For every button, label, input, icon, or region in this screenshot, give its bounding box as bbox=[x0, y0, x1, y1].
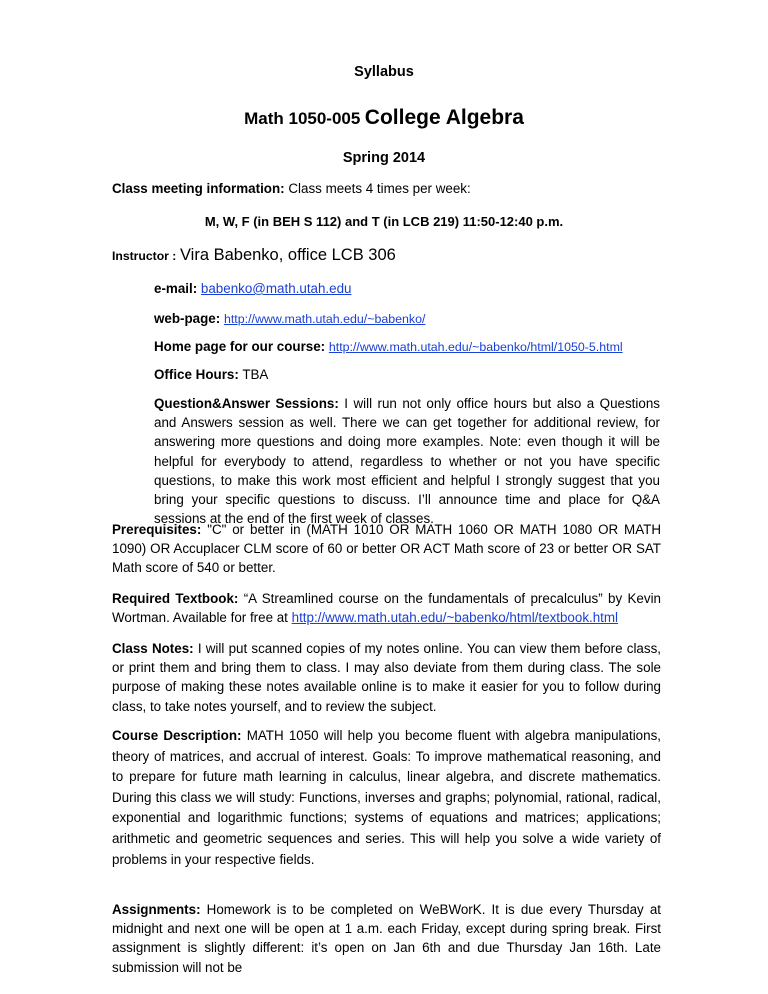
textbook-label: Required Textbook: bbox=[112, 591, 239, 606]
course-description bbox=[112, 726, 661, 870]
course-name: College Algebra bbox=[364, 106, 524, 129]
meeting-info bbox=[112, 181, 471, 196]
textbook-link[interactable]: http://www.math.utah.edu/~babenko/html/textbook.html bbox=[291, 610, 619, 626]
syllabus-heading: Syllabus bbox=[354, 64, 414, 80]
qa-sessions bbox=[154, 394, 660, 528]
course-homepage-label: Home page for our course: bbox=[154, 339, 326, 354]
course-homepage-line bbox=[154, 339, 660, 354]
course-code: Math 1050-005 bbox=[244, 109, 361, 128]
qa-label: Question&Answer Sessions: bbox=[154, 396, 339, 411]
qa-text: I will run not only office hours but also a Questions and Answers session as well. There we can get together for additional review, for answering more questions and doing more examples. Note: even though it will be helpful for everybody to attend, regardless to whether or not you have specific questions, to make this work most efficient and helpful I strongly suggest that you bring your specific questions to discuss. I’ll announce time and place for Q&A sessions at the end of the first week of classes. bbox=[154, 396, 660, 527]
course-homepage-link[interactable]: http://www.math.utah.edu/~babenko/html/1050-5.html bbox=[328, 340, 623, 354]
textbook-text: “A Streamlined course on the fundamentals of precalculus” by Kevin Wortman. Available for free at bbox=[112, 591, 661, 626]
webpage-line bbox=[154, 311, 660, 326]
office-hours-value: TBA bbox=[242, 367, 269, 382]
prereq-label: Prerequisites: bbox=[112, 522, 202, 537]
term: Spring 2014 bbox=[342, 150, 426, 166]
course-title bbox=[0, 106, 768, 130]
prerequisites bbox=[112, 520, 661, 578]
webpage-link[interactable]: http://www.math.utah.edu/~babenko/ bbox=[223, 312, 426, 326]
meeting-text: Class meets 4 times per week: bbox=[288, 181, 471, 196]
instructor-line bbox=[112, 246, 396, 265]
webpage-label: web-page: bbox=[154, 311, 221, 326]
assignments-text: Homework is to be completed on WeBWorK. It is due every Thursday at midnight and next one will be open at 1 a.m. each Friday, except during spring break. First assignment is slightly different: it’s open on Jan 6th and due Thursday Jan 16th. Late submission will not be bbox=[112, 902, 661, 975]
email-link[interactable]: babenko@math.utah.edu bbox=[200, 281, 352, 296]
meeting-label: Class meeting information: bbox=[112, 181, 285, 196]
email-line bbox=[154, 281, 660, 296]
textbook bbox=[112, 589, 661, 627]
description-label: Course Description: bbox=[112, 728, 242, 743]
office-hours-line bbox=[154, 367, 660, 382]
description-text: MATH 1050 will help you become fluent with algebra manipulations, theory of matrices, and accrual of interest. Goals: To improve mathematical reasoning, and to prepare for future math learning in calculus, linear algebra, and discrete mathematics. During this class we will study: Functions, inverses and graphs; polynomial, rational, radical, exponential and logarithmic functions; systems of equations and matrices; applications; arithmetic and geometric sequences and series. This will help you solve a wide variety of problems in your respective fields. bbox=[112, 728, 661, 867]
class-notes bbox=[112, 639, 661, 716]
notes-label: Class Notes: bbox=[112, 641, 194, 656]
prereq-text: "C" or better in (MATH 1010 OR MATH 1060 OR MATH 1080 OR MATH 1090) OR Accuplacer CLM score of 60 or better OR ACT Math score of 23 or better OR SAT Math score of 540 or better. bbox=[112, 522, 661, 576]
meeting-schedule: M, W, F (in BEH S 112) and T (in LCB 219) 11:50-12:40 p.m. bbox=[204, 214, 564, 229]
office-hours-label: Office Hours: bbox=[154, 367, 239, 382]
notes-text: I will put scanned copies of my notes online. You can view them before class, or print them and bring them to class. I may also deviate from them during class. The sole purpose of making these notes available online is to make it easier for you to follow during class, to take notes yourself, and to review the subject. bbox=[112, 641, 661, 714]
instructor-label: Instructor : bbox=[112, 249, 177, 263]
email-label: e-mail: bbox=[154, 281, 198, 296]
assignments-label: Assignments: bbox=[112, 902, 201, 917]
assignments bbox=[112, 900, 661, 977]
instructor-name: Vira Babenko, office LCB 306 bbox=[179, 246, 396, 264]
